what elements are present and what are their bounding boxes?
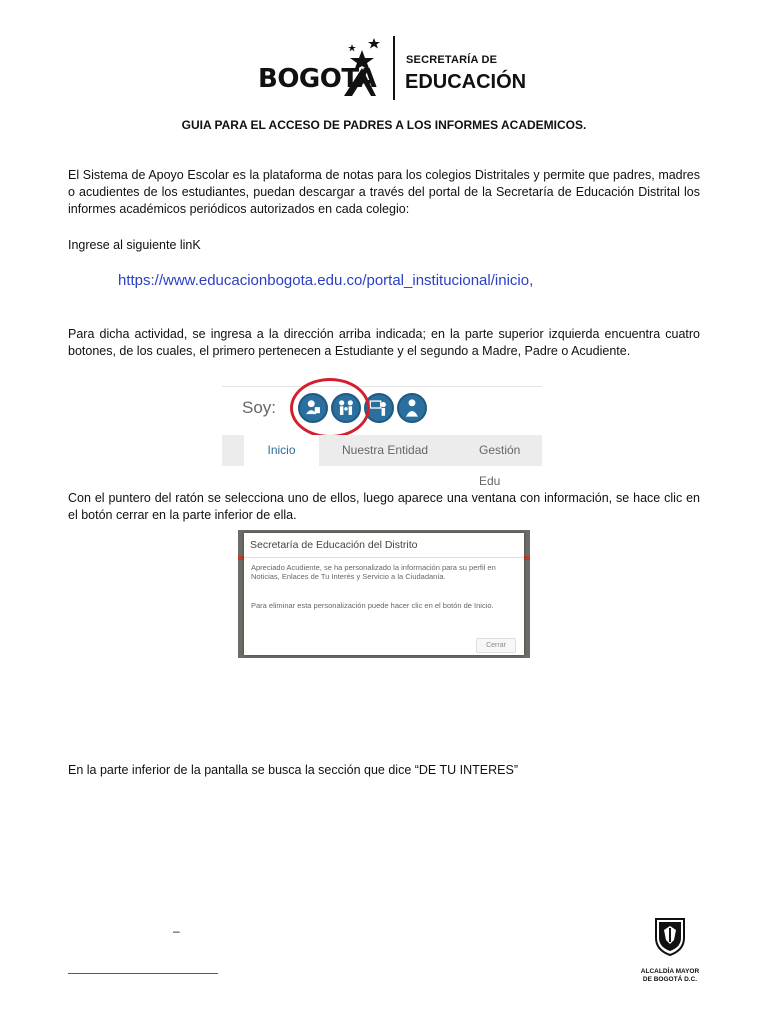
soy-nav-bar [222,435,542,488]
brand-secretaria: SECRETARÍA DE [406,54,498,66]
modal-screenshot [238,530,530,658]
modal-text-1: Apreciado Acudiente, se ha personalizado la información para su perfil en Noticias, Enlaces de Tu Interés y Servicio a la Ciudadanía. [251,563,496,581]
modal-title: Secretaría de Educación del Distrito [250,539,418,551]
actividad-paragraph: Para dicha actividad, se ingresa a la dirección arriba indicada; en la parte superior izquierda encuentra cuatro botones, de los cuales, el primero pertenecen a Estudiante y el segundo a Madre, Padre o Acudiente. [68,327,700,358]
screenshot-divider [222,386,542,387]
alcaldia-logo [640,916,720,986]
alcaldia-line-1: ALCALDÍA MAYOR [640,968,700,975]
highlight-ring [290,378,370,438]
portal-link[interactable]: https://www.educacionbogota.edu.co/portal_institucional/inicio, [118,272,534,289]
brand-bogota: BOGOTA [258,64,377,94]
puntero-paragraph: Con el puntero del ratón se selecciona uno de ellos, luego aparece una ventana con información, se hace clic en el botón cerrar en la parte inferior de ella. [68,491,700,522]
ingrese-paragraph: Ingrese al siguiente linK [68,238,201,252]
info-modal [244,533,524,655]
header-logo [258,36,527,106]
coat-of-arms-icon [650,916,690,956]
alcaldia-line-2: DE BOGOTÁ D.C. [642,976,698,983]
document-title: GUIA PARA EL ACCESO DE PADRES A LOS INFORMES ACADEMICOS. [181,118,587,132]
tab-gestion-educativa[interactable]: Gestión Edu [479,443,521,488]
brand-educacion: EDUCACIÓN [405,71,527,93]
tab-inicio[interactable]: Inicio [244,435,319,466]
tab-nuestra-entidad[interactable]: Nuestra Entidad [342,443,429,457]
modal-divider [244,557,524,558]
close-button[interactable]: Cerrar [476,638,516,653]
soy-screenshot [222,378,542,488]
citizen-icon[interactable] [397,393,427,423]
inferior-paragraph: En la parte inferior de la pantalla se busca la sección que dice “DE TU INTERES” [68,763,518,777]
footer-dash: – [173,924,180,938]
modal-text-2: Para eliminar esta personalización puede hacer clic en el botón de Inicio. [251,601,494,610]
footer-underline [68,973,218,974]
intro-paragraph: El Sistema de Apoyo Escolar es la plataforma de notas para los colegios Distritales y permite que padres, madres o acudientes de los estudiantes, puedan descargar a través del portal de la Secretaría de Educación Distrital los informes académicos periódicos autorizados en cada colegio: [68,168,700,216]
logo-separator [393,36,395,100]
soy-label: Soy: [242,398,277,417]
